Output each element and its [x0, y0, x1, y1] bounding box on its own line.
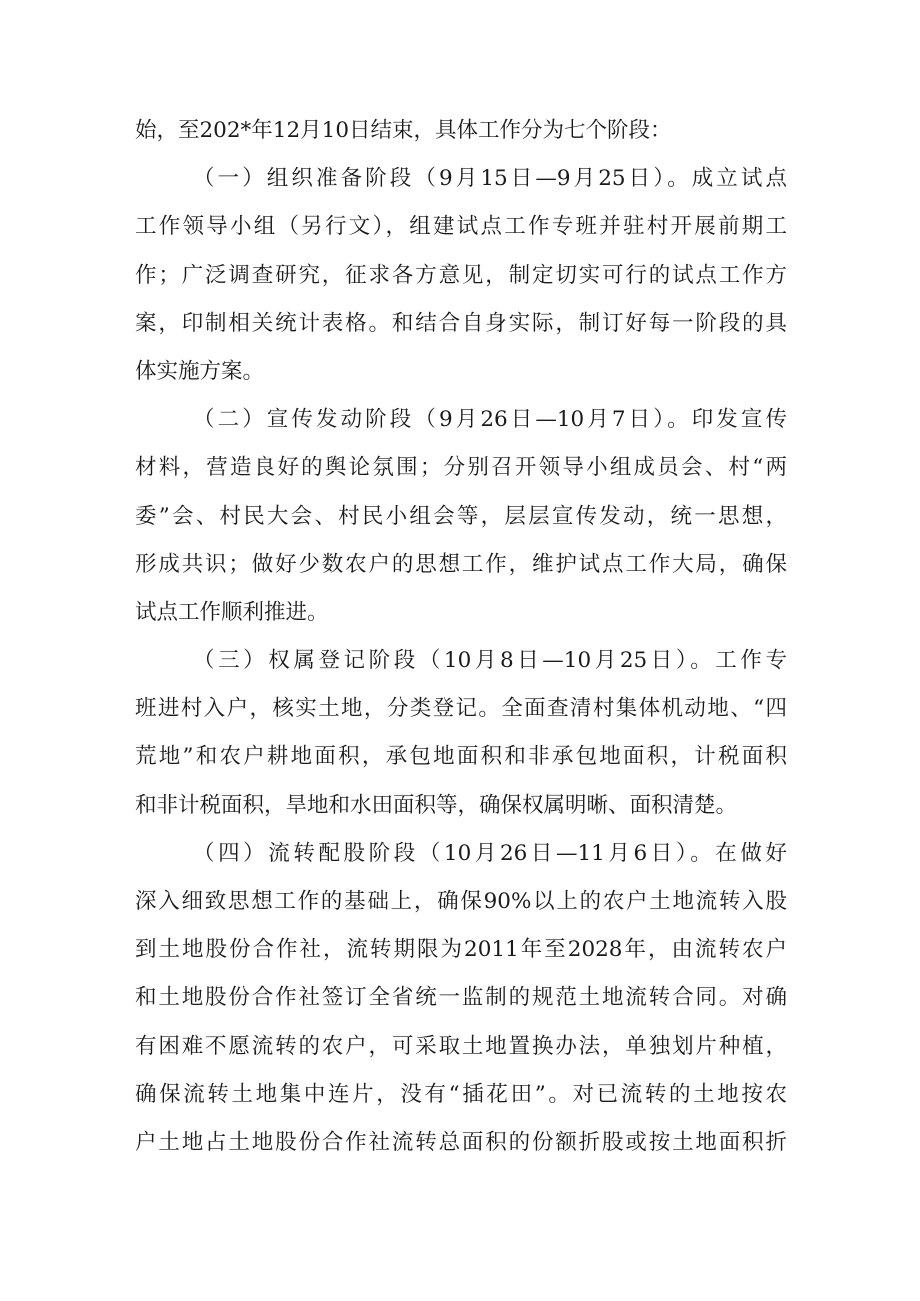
section-1-heading-line: （一）组织准备阶段（9月15日—9月25日）。成立试点 [193, 166, 787, 192]
text-line: 作；广泛调查研究，征求各方意见，制定切实可行的试点工作方 [135, 262, 787, 288]
text-line: 始，至202*年12月10日结束，具体工作分为七个阶段： [135, 118, 672, 143]
text-line: 案，印制相关统计表格。和结合自身实际，制订好每一阶段的具 [135, 310, 787, 336]
text-line: 深入细致思想工作的基础上，确保90%以上的农户土地流转入股 [135, 889, 787, 914]
document-body [135, 118, 787, 1178]
text-line: 试点工作顺利推进。 [135, 599, 329, 625]
text-line: 工作领导小组（另行文），组建试点工作专班并驻村开展前期工 [135, 214, 787, 240]
text-line: 班进村入户，核实土地，分类登记。全面查清村集体机动地、“四 [135, 696, 787, 722]
text-line: 委”会、村民大会、村民小组会等，层层宣传发动，统一思想， [135, 503, 787, 529]
text-line: 户土地占土地股份合作社流转总面积的份额折股或按土地面积折 [135, 1129, 787, 1155]
text-line: 体实施方案。 [135, 358, 265, 384]
text-line: 和土地股份合作社签订全省统一监制的规范土地流转合同。对确 [135, 985, 787, 1011]
text-line: 荒地”和农户耕地面积，承包地面积和非承包地面积，计税面积 [135, 744, 787, 770]
text-line: 和非计税面积，旱地和水田面积等，确保权属明晰、面积清楚。 [135, 792, 738, 818]
text-line: 材料，营造良好的舆论氛围；分别召开领导小组成员会、村“两 [135, 455, 787, 481]
text-line: 确保流转土地集中连片，没有“插花田”。对已流转的土地按农 [135, 1081, 787, 1107]
text-line: 到土地股份合作社，流转期限为2011年至2028年，由流转农户 [135, 937, 787, 963]
section-4-heading-line: （四）流转配股阶段（10月26日—11月6日）。在做好 [193, 840, 787, 866]
section-3-heading-line: （三）权属登记阶段（10月8日—10月25日）。工作专 [193, 648, 787, 674]
text-line: 有困难不愿流转的农户，可采取土地置换办法，单独划片种植， [135, 1033, 787, 1059]
section-2-heading-line: （二）宣传发动阶段（9月26日—10月7日）。印发宣传 [193, 407, 787, 433]
text-line: 形成共识；做好少数农户的思想工作，维护试点工作大局，确保 [135, 551, 787, 577]
